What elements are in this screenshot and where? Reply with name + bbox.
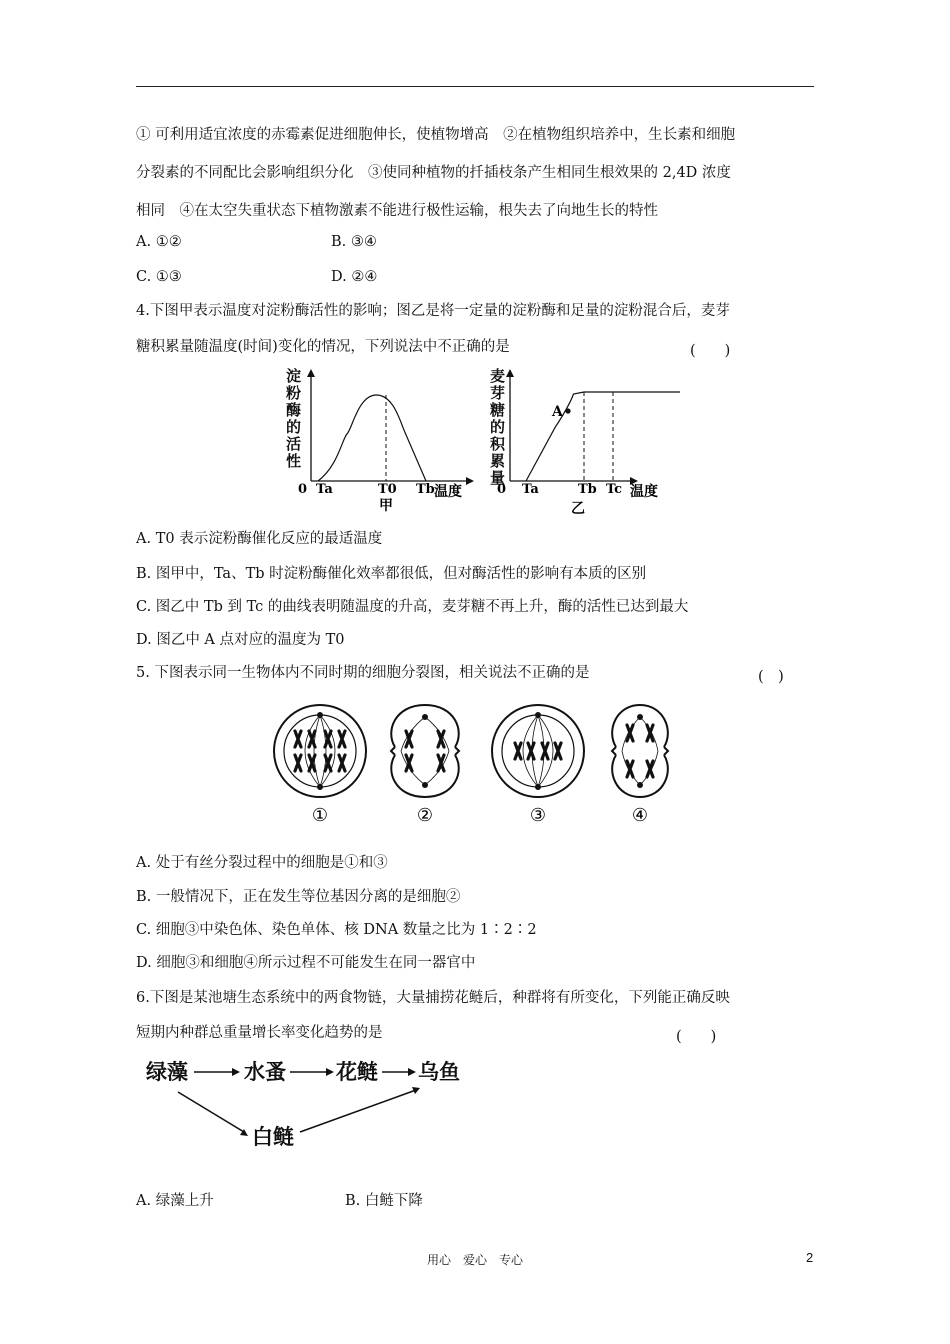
ylabel-char: 麦 — [490, 367, 506, 385]
page-footer: 用心 爱心 专心 — [426, 1253, 523, 1267]
ylabel-char: 积 — [490, 435, 506, 453]
chart-yi-caption: 乙 — [571, 501, 585, 515]
cell-division-figure — [262, 693, 702, 828]
cell-2 — [391, 705, 459, 797]
chart-yi-tick-tb: Tb — [578, 482, 597, 497]
chart-jia-tick-t0: T0 — [378, 482, 397, 497]
q4-line-2: 糖积累量随温度(时间)变化的情况，下列说法中不正确的是 — [136, 339, 510, 355]
q3-option-b[interactable]: B. ③④ — [331, 234, 377, 250]
q4-answer-paren: ( ) — [690, 343, 731, 359]
cell-label-3: ③ — [529, 805, 547, 826]
header-rule — [136, 86, 814, 87]
chart-yi-y-arrow — [506, 369, 514, 377]
q3-option-a[interactable]: A. ①② — [136, 234, 182, 250]
q4-option-d[interactable]: D. 图乙中 A 点对应的温度为 T0 — [136, 632, 345, 648]
chart-jia-tick-tb: Tb — [416, 482, 435, 497]
chart-jia — [276, 365, 476, 515]
ylabel-char: 累 — [490, 452, 506, 470]
q6-option-b[interactable]: B. 白鲢下降 — [345, 1193, 423, 1209]
food-web-silver-carp: 白鲢 — [252, 1124, 294, 1149]
ylabel-char: 量 — [490, 469, 506, 487]
chart-jia-origin: 0 — [298, 482, 308, 497]
q6-line-2: 短期内种群总重量增长率变化趋势的是 — [136, 1025, 383, 1041]
chart-yi-tick-tc: Tc — [606, 482, 623, 497]
q4-option-b[interactable]: B. 图甲中，Ta、Tb 时淀粉酶催化效率都很低，但对酶活性的影响有本质的区别 — [136, 566, 647, 582]
cell-label-4: ④ — [631, 805, 649, 826]
chart-jia-ylabel — [285, 367, 301, 470]
chart-yi-tick-ta: Ta — [522, 482, 539, 497]
q4-option-c[interactable]: C. 图乙中 Tb 到 Tc 的曲线表明随温度的升高，麦芽糖不再上升，酶的活性已达到最大 — [136, 599, 689, 615]
arrow-silvercarp-snakehead — [300, 1090, 416, 1132]
ylabel-char: 淀 — [286, 367, 302, 385]
ylabel-char: 的 — [286, 418, 302, 436]
q6-answer-paren: ( ) — [676, 1029, 717, 1045]
food-web-algae: 绿藻 — [146, 1059, 188, 1084]
chart-yi-origin: 0 — [497, 482, 507, 497]
chart-jia-x-arrow — [466, 477, 474, 485]
food-web-daphnia: 水蚤 — [244, 1059, 286, 1084]
ylabel-char: 芽 — [490, 384, 506, 402]
chart-yi-point-a — [565, 408, 570, 413]
cell-4 — [612, 705, 668, 797]
q5-option-c[interactable]: C. 细胞③中染色体、染色单体、核 DNA 数量之比为 1∶2∶2 — [136, 922, 537, 938]
chart-yi-curve — [526, 392, 680, 481]
chart-jia-tick-ta: Ta — [316, 482, 333, 497]
cell-label-1: ① — [311, 805, 329, 826]
q3-line-1: ① 可利用适宜浓度的赤霉素促进细胞伸长，使植物增高 ②在植物组织培养中，生长素和细胞 — [136, 127, 736, 143]
cell-3 — [492, 705, 584, 797]
ylabel-char: 性 — [286, 452, 302, 470]
q5-option-b[interactable]: B. 一般情况下，正在发生等位基因分离的是细胞② — [136, 889, 461, 905]
ylabel-char: 粉 — [286, 384, 302, 402]
arrow-algae-silvercarp — [178, 1092, 244, 1132]
q6-option-a[interactable]: A. 绿藻上升 — [136, 1193, 214, 1209]
q4-line-1: 4.下图甲表示温度对淀粉酶活性的影响；图乙是将一定量的淀粉酶和足量的淀粉混合后，麦芽 — [136, 303, 730, 319]
page-number: 2 — [806, 1250, 814, 1265]
chart-jia-y-arrow — [307, 369, 315, 377]
q6-line-1: 6.下图是某池塘生态系统中的两食物链，大量捕捞花鲢后，种群将有所变化，下列能正确反映 — [136, 990, 730, 1006]
food-web-snakehead: 乌鱼 — [418, 1059, 460, 1084]
food-web-bighead-carp: 花鲢 — [336, 1059, 378, 1084]
q3-option-d[interactable]: D. ②④ — [331, 269, 378, 285]
q4-option-a[interactable]: A. T0 表示淀粉酶催化反应的最适温度 — [136, 531, 383, 547]
cell-label-2: ② — [416, 805, 434, 826]
chart-yi-ylabel — [489, 367, 506, 487]
ylabel-char: 的 — [490, 418, 506, 436]
chart-jia-caption: 甲 — [379, 498, 393, 514]
ylabel-char: 酶 — [286, 401, 302, 419]
chart-jia-xlabel: 温度 — [434, 484, 462, 500]
q5-option-a[interactable]: A. 处于有丝分裂过程中的细胞是①和③ — [136, 855, 388, 871]
q3-line-3: 相同 ④在太空失重状态下植物激素不能进行极性运输，根失去了向地生长的特性 — [136, 203, 658, 219]
chart-yi-xlabel: 温度 — [630, 484, 658, 500]
chart-jia-curve — [318, 395, 426, 481]
q5-option-d[interactable]: D. 细胞③和细胞④所示过程不可能发生在同一器官中 — [136, 955, 476, 971]
ylabel-char: 活 — [286, 435, 302, 453]
chart-yi-point-a-label: A — [552, 404, 563, 420]
ylabel-char: 糖 — [490, 401, 506, 419]
food-web-diagram — [136, 1052, 476, 1162]
q5-answer-paren: ( ) — [758, 669, 784, 685]
q3-option-c[interactable]: C. ①③ — [136, 269, 182, 285]
cell-1 — [274, 705, 366, 797]
chart-yi — [480, 365, 680, 515]
q3-line-2: 分裂素的不同配比会影响组织分化 ③使同种植物的扦插枝条产生相同生根效果的 2,4D 浓度 — [136, 165, 731, 181]
q5-line-1: 5. 下图表示同一生物体内不同时期的细胞分裂图，相关说法不正确的是 — [136, 665, 590, 681]
